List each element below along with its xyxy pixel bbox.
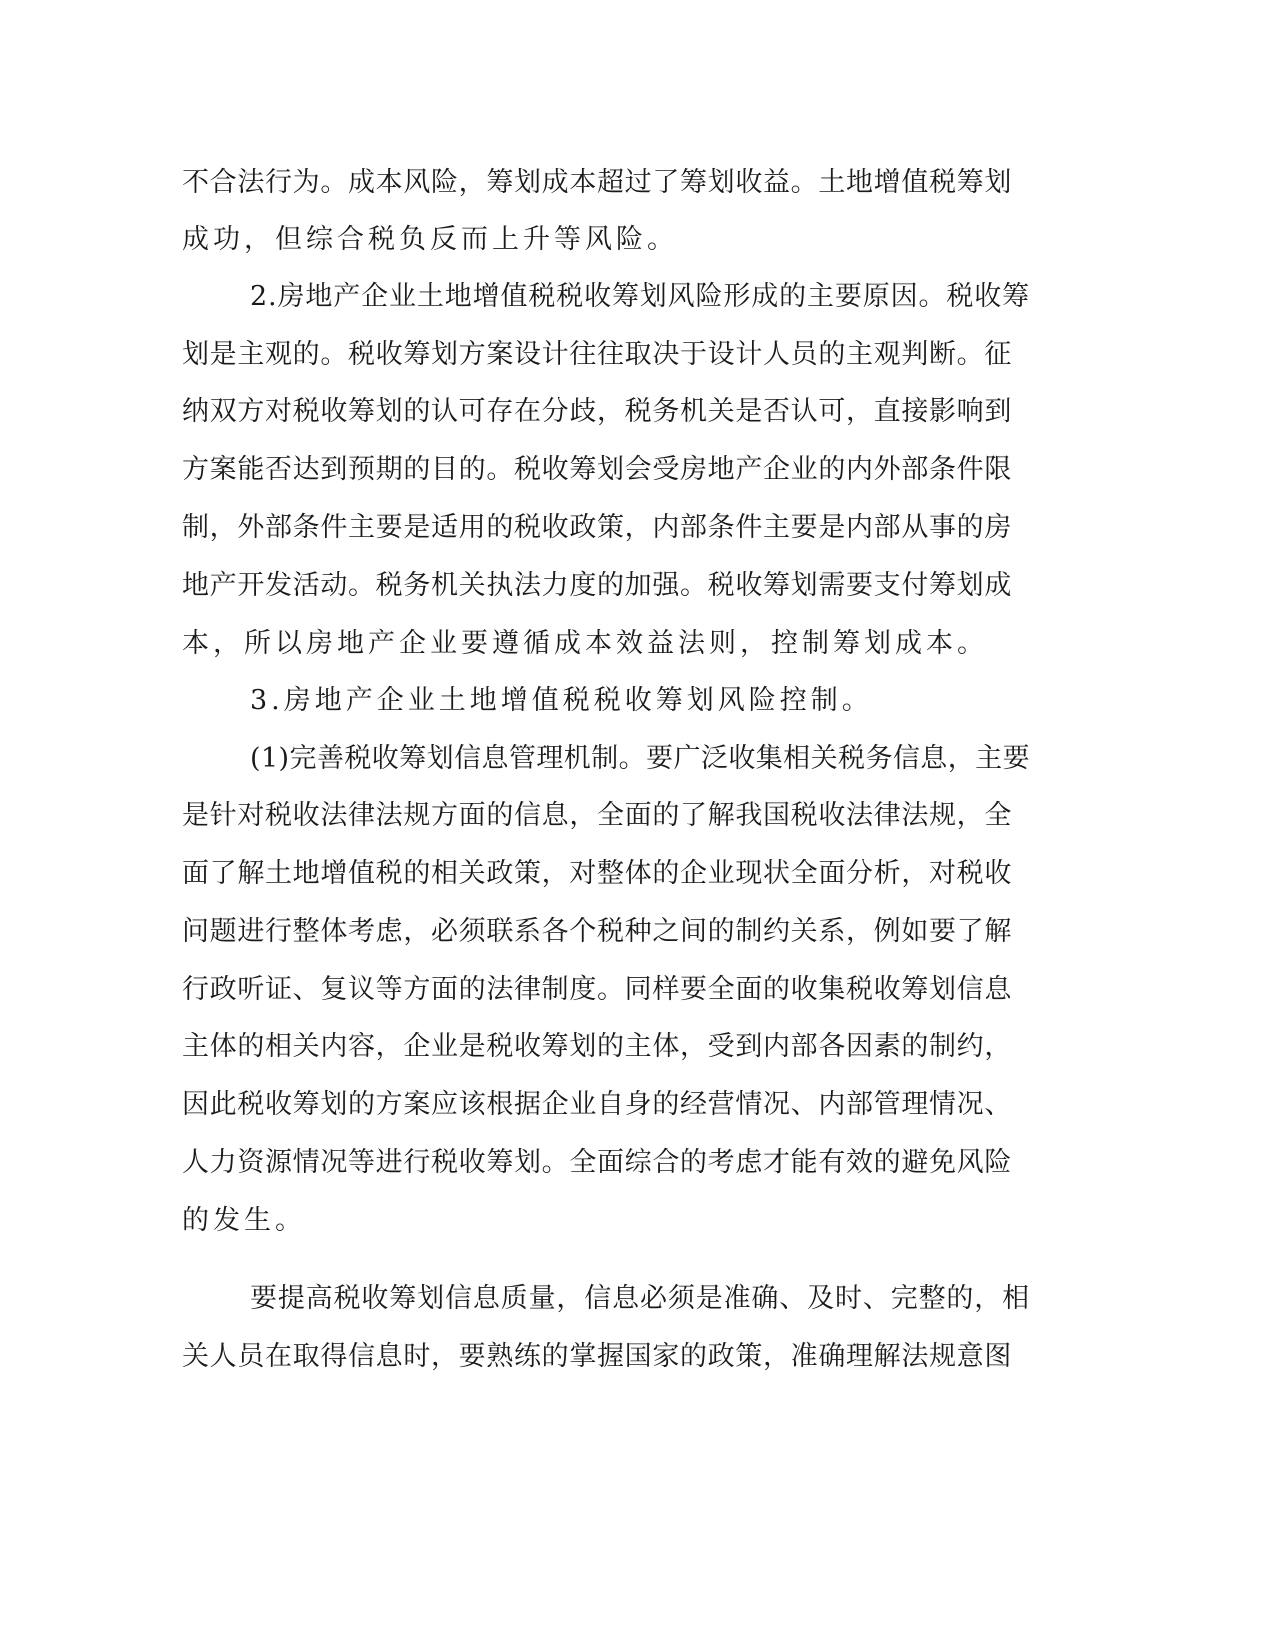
- text-line-13: 面了解土地增值税的相关政策，对整体的企业现状全面分析，对税收: [182, 858, 1012, 889]
- text-line-5: 纳双方对税收筹划的认可存在分歧，税务机关是否认可，直接影响到: [182, 396, 1012, 427]
- text-line-19: 的发生。: [182, 1205, 306, 1236]
- text-line-21: 关人员在取得信息时，要熟练的掌握国家的政策，准确理解法规意图: [182, 1341, 1012, 1372]
- text-line-6: 方案能否达到预期的目的。税收筹划会受房地产企业的内外部条件限: [182, 454, 1012, 485]
- text-line-7: 制，外部条件主要是适用的税收政策，内部条件主要是内部从事的房: [182, 512, 1012, 543]
- text-line-20: 要提高税收筹划信息质量，信息必须是准确、及时、完整的，相: [250, 1283, 1030, 1314]
- text-line-17: 因此税收筹划的方案应该根据企业自身的经营情况、内部管理情况、: [182, 1089, 1012, 1120]
- text-line-14: 问题进行整体考虑，必须联系各个税种之间的制约关系，例如要了解: [182, 916, 1012, 947]
- text-line-3: 2.房地产企业土地增值税税收筹划风险形成的主要原因。税收筹: [250, 281, 1030, 312]
- text-line-15: 行政听证、复议等方面的法律制度。同样要全面的收集税收筹划信息: [182, 974, 1012, 1005]
- text-line-18: 人力资源情况等进行税收筹划。全面综合的考虑才能有效的避免风险: [182, 1147, 1012, 1178]
- text-line-1: 不合法行为。成本风险，筹划成本超过了筹划收益。土地增值税筹划: [182, 167, 1012, 198]
- text-line-4: 划是主观的。税收筹划方案设计往往取决于设计人员的主观判断。征: [182, 339, 1012, 370]
- text-line-2: 成功，但综合税负反而上升等风险。: [182, 224, 678, 255]
- text-line-9: 本，所以房地产企业要遵循成本效益法则，控制筹划成本。: [182, 628, 988, 659]
- text-line-16: 主体的相关内容，企业是税收筹划的主体，受到内部各因素的制约，: [182, 1031, 1012, 1062]
- text-line-8: 地产开发活动。税务机关执法力度的加强。税收筹划需要支付筹划成: [182, 570, 1012, 601]
- text-line-12: 是针对税收法律法规方面的信息，全面的了解我国税收法律法规，全: [182, 800, 1012, 831]
- text-line-11: (1)完善税收筹划信息管理机制。要广泛收集相关税务信息，主要: [250, 743, 1030, 774]
- text-line-10: 3.房地产企业土地增值税税收筹划风险控制。: [250, 685, 873, 716]
